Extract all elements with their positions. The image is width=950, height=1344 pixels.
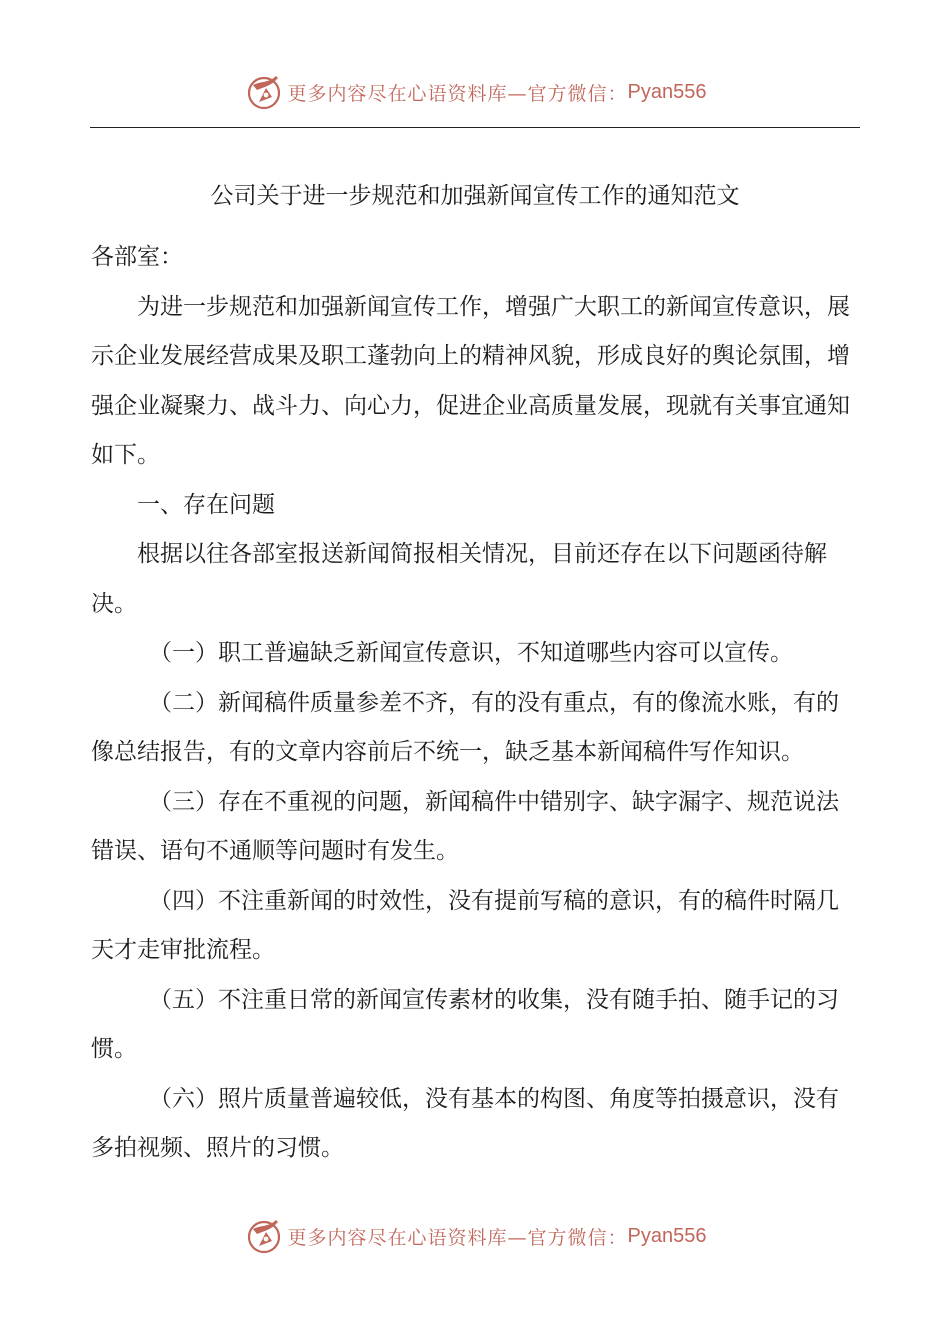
salutation: 各部室：	[91, 244, 183, 270]
section-heading: 一、存在问题	[137, 491, 275, 518]
pen-nib-logo-icon	[244, 72, 284, 112]
issue-item-1: （一）职工普遍缺乏新闻宣传意识，不知道哪些内容可以宣传。	[149, 640, 793, 666]
footer-banner-text: 更多内容尽在心语资料库—官方微信：	[287, 1226, 628, 1249]
header-banner-text: 更多内容尽在心语资料库—官方微信：	[287, 82, 628, 105]
header-divider	[90, 127, 860, 128]
intro-paragraph: 为进一步规范和加强新闻宣传工作，增强广大职工的新闻宣传意识，展示企业发展经营成果及职工蓬勃向上的精神风貌，形成良好的舆论氛围，增强企业凝聚力、战斗力、向心力，促进企业高质量发展，现就有关事宜通知如下。	[91, 293, 850, 468]
header-wechat-id: Pyan556	[627, 80, 707, 103]
section-intro-paragraph: 根据以往各部室报送新闻简报相关情况，目前还存在以下问题函待解决。	[91, 541, 827, 617]
issue-item-5: （五）不注重日常的新闻宣传素材的收集，没有随手拍、随手记的习惯。	[91, 986, 839, 1062]
footer-wechat-id: Pyan556	[627, 1224, 707, 1247]
issue-item-3: （三）存在不重视的问题，新闻稿件中错别字、缺字漏字、规范说法错误、语句不通顺等问题时有发生。	[91, 788, 839, 864]
issue-item-6: （六）照片质量普遍较低，没有基本的构图、角度等拍摄意识，没有多拍视频、照片的习惯。	[91, 1085, 839, 1161]
header-watermark-banner	[0, 70, 950, 114]
issue-item-4: （四）不注重新闻的时效性，没有提前写稿的意识，有的稿件时隔几天才走审批流程。	[91, 887, 839, 963]
document-body	[91, 233, 861, 1174]
issue-item-2: （二）新闻稿件质量参差不齐，有的没有重点，有的像流水账，有的像总结报告，有的文章内容前后不统一，缺乏基本新闻稿件写作知识。	[91, 689, 839, 765]
document-title: 公司关于进一步规范和加强新闻宣传工作的通知范文	[210, 183, 740, 209]
pen-nib-logo-icon	[244, 1216, 284, 1256]
footer-watermark-banner	[0, 1214, 950, 1258]
